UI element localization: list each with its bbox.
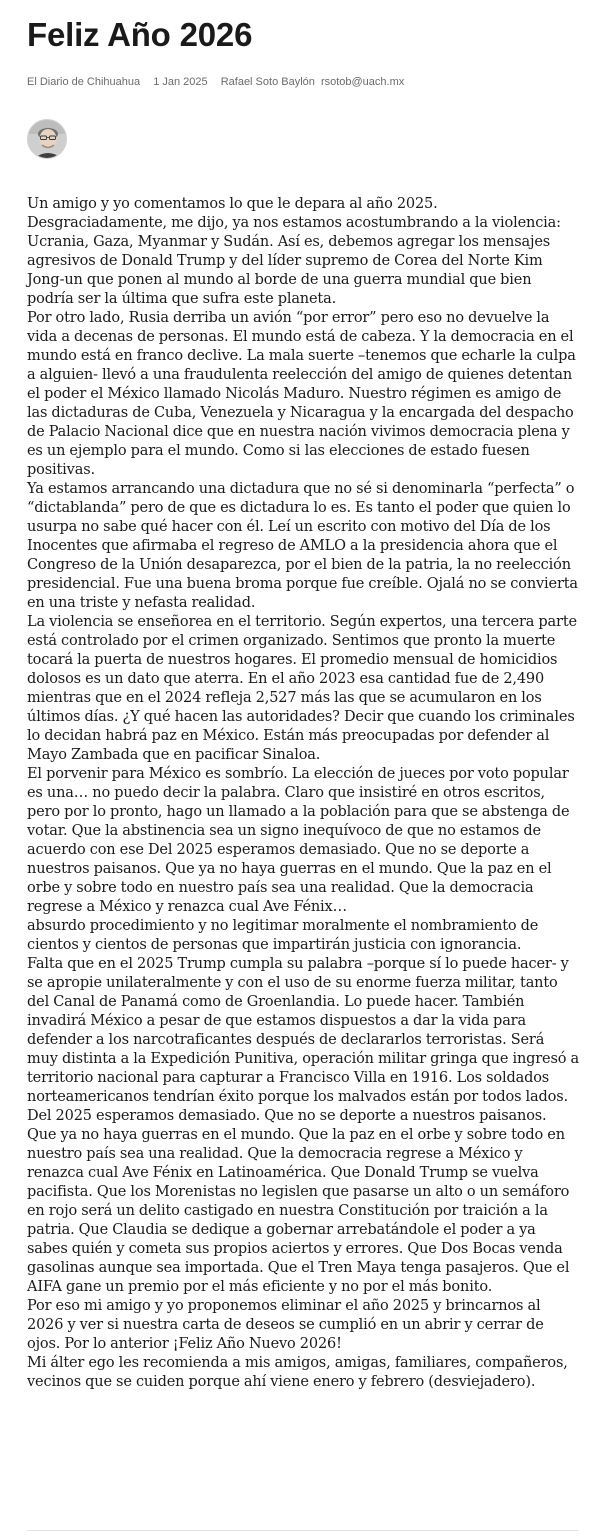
article-paragraph: Un amigo y yo comentamos lo que le depara al año 2025. Desgraciadamente, me dijo, ya nos estamos acostumbrando a la violencia: Ucrania, Gaza, Myanmar y Sudán. Así es, debemos agregar los mensajes agresivos de Donald Trump y del líder supremo de Corea del Norte Kim Jong-un que ponen al mundo al borde de una guerra mundial que bien podría ser la última que sufra este planeta.: [27, 196, 561, 307]
article-author[interactable]: Rafael Soto Baylón: [220, 76, 315, 88]
article-paragraph: El porvenir para México es sombrío. La elección de jueces por voto popular es una… no puedo decir la palabra. Claro que insistiré en otros escritos, pero por lo pronto, hago un llamado a la población para que se abstenga de votar. Que la abstinencia sea un signo inequívoco de que no estamos de acuerdo con ese Del 2025 esperamos demasiado. Que no se deporte a nuestros paisanos. Que ya no haya guerras en el mundo. Que la paz en el orbe y sobre todo en nuestro país sea una realidad. Que la democracia regrese a México y renazca cual Ave Fénix…: [27, 766, 570, 915]
article-paragraph: Ya estamos arrancando una dictadura que no sé si denominarla “perfecta” o “dictablanda” pero de que es dictadura lo es. Es tanto el poder que quien lo usurpa no sabe qué hacer con él. Leí un escrito con motivo del Día de los Inocentes que afirmaba el regreso de AMLO a la presidencia ahora que el Congreso de la Unión desaparezca, por el bien de la patria, la no reelección presidencial. Fue una buena broma porque fue creíble. Ojalá no se convierta en una triste y nefasta realidad.: [27, 481, 578, 611]
article-source[interactable]: El Diario de Chihuahua: [27, 76, 141, 88]
article-meta: [27, 75, 579, 89]
article-container: [27, 0, 579, 1392]
bottom-divider: [27, 1530, 579, 1531]
article-date: 1 Jan 2025: [153, 76, 208, 88]
article-paragraph: Por eso mi amigo y yo proponemos eliminar el año 2025 y brincarnos al 2026 y ver si nuestra carta de deseos se cumplió en un abrir y cerrar de ojos. Por lo anterior ¡Feliz Año Nuevo 2026!: [27, 1298, 544, 1352]
article-title: Feliz Año 2026: [27, 16, 253, 53]
author-avatar[interactable]: [27, 119, 67, 159]
article-paragraph: Falta que en el 2025 Trump cumpla su palabra –porque sí lo puede hacer- y se apropie unilateralmente y con el uso de su enorme fuerza militar, tanto del Canal de Panamá como de Groenlandia. Lo puede hacer. También invadirá México a pesar de que estamos dispuestos a dar la vida para defender a los narcotraficantes después de declararlos terroristas. Será muy distinta a la Expedición Punitiva, operación militar gringa que ingresó a territorio nacional para capturar a Francisco Villa en 1916. Los soldados norteamericanos tendrían éxito porque los malvados están por todos lados.: [27, 956, 580, 1105]
article-paragraph: Mi álter ego les recomienda a mis amigos, amigas, familiares, compañeros, vecinos que se cuiden porque ahí viene enero y febrero (desviejadero).: [27, 1355, 568, 1390]
article-paragraph: Por otro lado, Rusia derriba un avión “por error” pero eso no devuelve la vida a decenas de personas. El mundo está de cabeza. Y la democracia en el mundo está en franco declive. La mala suerte –tenemos que echarle la culpa a alguien- llevó a una fraudulenta reelección del amigo de quienes detentan el poder el México llamado Nicolás Maduro. Nuestro régimen es amigo de las dictaduras de Cuba, Venezuela y Nicaragua y la encargada del despacho de Palacio Nacional dice que en nuestra nación vivimos democracia plena y es un ejemplo para el mundo. Como si las elecciones de estado fuesen positivas.: [27, 310, 576, 478]
article-paragraph: absurdo procedimiento y no legitimar moralmente el nombramiento de cientos y cientos de personas que impartirán justicia con ignorancia.: [27, 918, 539, 953]
article-paragraph: Del 2025 esperamos demasiado. Que no se deporte a nuestros paisanos. Que ya no haya guerras en el mundo. Que la paz en el orbe y sobre todo en nuestro país sea una realidad. Que la democracia regrese a México y renazca cual Ave Fénix en Latinoamérica. Que Donald Trump se vuelva pacifista. Que los Morenistas no legislen que pasarse un alto o un semáforo en rojo será un delito castigado en nuestra Constitución por traición a la patria. Que Claudia se dedique a gobernar arrebatándole el poder a ya sabes quién y cometa sus propios aciertos y errores. Que Dos Bocas venda gasolinas aunque sea importada. Que el Tren Maya tenga pasajeros. Que el AIFA gane un premio por el más eficiente y no por el más bonito.: [27, 1108, 570, 1295]
article-paragraph: La violencia se enseñorea en el territorio. Según expertos, una tercera parte está controlado por el crimen organizado. Sentimos que pronto la muerte tocará la puerta de nuestros hogares. El promedio mensual de homicidios dolosos es un dato que aterra. En el año 2023 esa cantidad fue de 2,490 mientras que en el 2024 refleja 2,527 más las que se acumularon en los últimos días. ¿Y qué hacen las autoridades? Decir que cuando los criminales lo decidan habrá paz en México. Están más preocupadas por defender al Mayo Zambada que en pacificar Sinaloa.: [27, 614, 577, 763]
article-body: [27, 195, 579, 1392]
article-author-email[interactable]: rsotob@uach.mx: [320, 76, 405, 88]
author-portrait-icon: [28, 120, 67, 159]
